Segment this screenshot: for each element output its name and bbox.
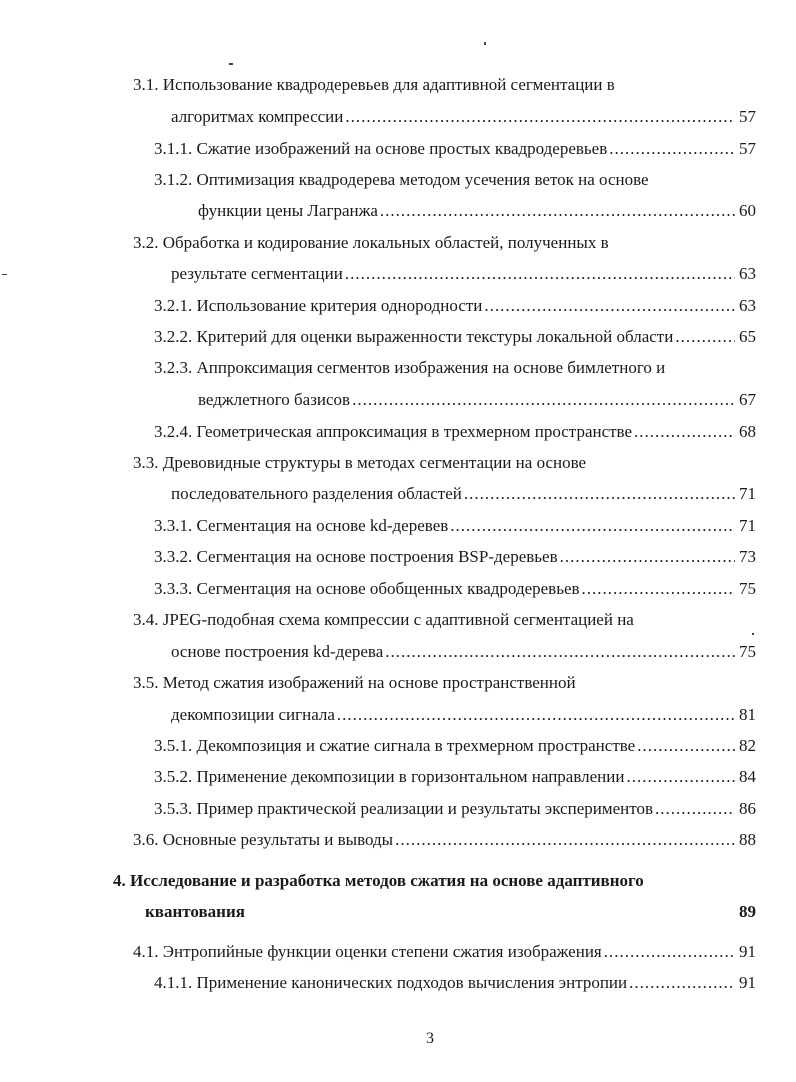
toc-entry-3-1-cont: алгоритмах компрессии ..... 57 [171,105,756,129]
toc-page-number: 65 [739,327,756,346]
toc-page-number: 84 [739,767,756,786]
toc-entry-3-3-1: 3.3.1. Сегментация на основе kd-деревев ..... 71 [154,514,756,538]
toc-page-number: 68 [739,422,756,441]
toc-chapter-4-cont: квантования 89 [145,900,756,924]
toc-entry-3-5-2: 3.5.2. Применение декомпозиции в горизонтальном направлении ..... 84 [154,765,756,789]
toc-entry-3-2-2: 3.2.2. Критерий для оценки выраженности текстуры локальной области ..... 65 [154,325,756,349]
toc-page-number: 91 [739,942,756,961]
toc-entry-4-1: 4.1. Энтропийные функции оценки степени сжатия изображения ..... 91 [133,940,756,964]
toc-entry-3-5-3: 3.5.3. Пример практической реализации и результаты экспериментов ..... 86 [154,797,756,821]
toc-heading-3-3: 3.3. Древовидные структуры в методах сегментации на основе [133,453,587,472]
toc-entry-3-2-4: 3.2.4. Геометрическая аппроксимация в трехмерном пространстве ..... 68 [154,420,756,444]
page-number: 3 [426,1030,434,1047]
toc-page-number: 60 [739,201,756,220]
scan-speck [229,63,233,65]
scan-speck [484,42,486,45]
toc-page-number: 89 [739,902,756,921]
toc-page-number: 75 [739,579,756,598]
toc-page-number: 63 [739,296,756,315]
toc-page-number: 86 [739,799,756,818]
toc-page-number: 67 [739,390,756,409]
toc-heading-3-1: 3.1. Использование квадродеревьев для адаптивной сегментации в [133,75,615,94]
toc-page-number: 82 [739,736,756,755]
toc-heading-3-1-2: 3.1.2. Оптимизация квадродерева методом усечения веток на основе [154,170,649,189]
scan-speck [2,274,7,275]
toc-heading-3-4: 3.4. JPEG-подобная схема компрессии с адаптивной сегментацией на [133,610,634,629]
toc-entry-3-2-3-cont: веджлетного базисов ..... 67 [198,388,756,412]
toc-entry-3-2-1: 3.2.1. Использование критерия однородности ..... 63 [154,294,756,318]
toc-entry-3-5-1: 3.5.1. Декомпозиция и сжатие сигнала в трехмерном пространстве ..... 82 [154,734,756,758]
toc-entry-3-6: 3.6. Основные результаты и выводы ..... 88 [133,828,756,852]
toc-entry-3-3-cont: последовательного разделения областей ..... 71 [171,482,756,506]
toc-page-number: 71 [739,484,756,503]
toc-page-number: 57 [739,107,756,126]
toc-page-number: 73 [739,547,756,566]
toc-page-number: 91 [739,973,756,992]
toc-entry-3-4-cont: основе построения kd-дерева ..... 75 [171,640,756,664]
toc-page-number: 71 [739,516,756,535]
toc-page-number: 81 [739,705,756,724]
toc-entry-3-5-cont: декомпозиции сигнала ..... 81 [171,703,756,727]
toc-chapter-4: 4. Исследование и разработка методов сжатия на основе адаптивного [113,871,644,890]
toc-page-number: 63 [739,264,756,283]
toc-heading-3-2: 3.2. Обработка и кодирование локальных областей, полученных в [133,233,609,252]
toc-entry-3-3-3: 3.3.3. Сегментация на основе обобщенных квадродеревьев ..... 75 [154,577,756,601]
toc-page-number: 88 [739,830,756,849]
toc-entry-3-1-2-cont: функции цены Лагранжа ..... 60 [198,199,756,223]
toc-entry-3-3-2: 3.3.2. Сегментация на основе построения BSP-деревьев ..... 73 [154,545,756,569]
toc-entry-3-2-cont: результате сегментации ..... 63 [171,262,756,286]
toc-heading-3-5: 3.5. Метод сжатия изображений на основе пространственной [133,673,576,692]
toc-entry-4-1-1: 4.1.1. Применение канонических подходов вычисления энтропии ..... 91 [154,971,756,995]
toc-heading-3-2-3: 3.2.3. Аппроксимация сегментов изображения на основе бимлетного и [154,358,666,377]
toc-page-number: 57 [739,139,756,158]
toc-entry-3-1-1: 3.1.1. Сжатие изображений на основе простых квадродеревьев ..... 57 [154,137,756,161]
toc-page-number: 75 [739,642,756,661]
scan-speck [752,633,754,635]
